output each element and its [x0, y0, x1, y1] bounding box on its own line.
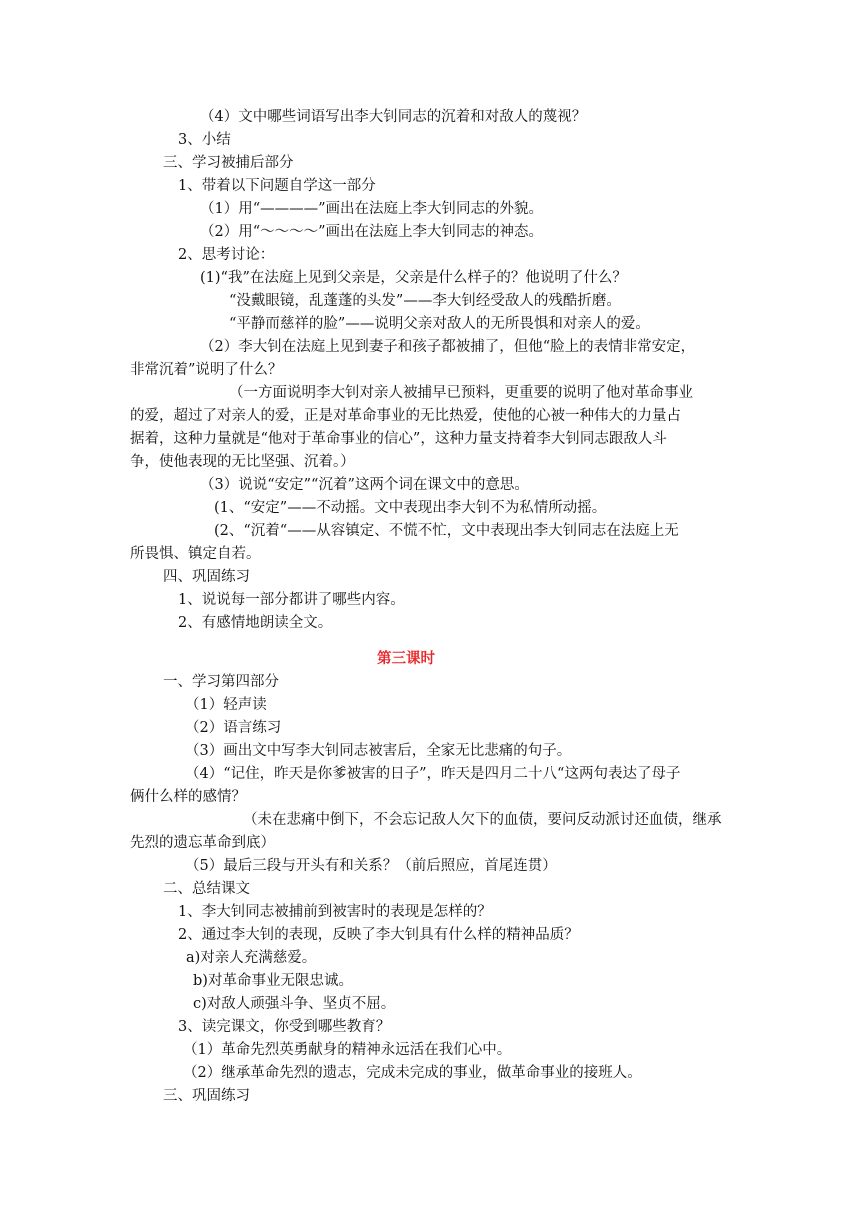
text-line: 3、读完课文，你受到哪些教育？ [178, 1019, 391, 1035]
section-heading: 二、总结课文 [163, 881, 250, 897]
text-line: （4）“记住，昨天是你爹被害的日子”，昨天是四月二十八“这两句表达了母子 [185, 766, 681, 782]
text-line: （3）说说“安定”“沉着”这两个词在课文中的意思。 [200, 477, 529, 493]
text-line: （2）语言练习 [185, 720, 282, 736]
text-line: 的爱，超过了对亲人的爱，正是对革命事业的无比热爱，使他的心被一种伟大的力量占 [130, 408, 681, 424]
text-line: （1）轻声读 [185, 697, 267, 713]
text-line: 所畏惧、镇定自若。 [130, 546, 261, 562]
text-line: 俩什么样的感情？ [130, 789, 246, 805]
text-line: （2）李大钊在法庭上见到妻子和孩子都被捕了，但他“脸上的表情非常安定， [200, 339, 696, 355]
text-line: （2）用“～～～～”画出在法庭上李大钊同志的神态。 [200, 224, 544, 240]
text-line: （3）画出文中写李大钊同志被害后，全家无比悲痛的句子。 [185, 743, 572, 759]
text-line: 争，使他表现的无比坚强、沉着。） [130, 454, 355, 470]
text-line: b)对革命事业无限忠诚。 [193, 973, 353, 989]
section-heading: 三、学习被捕后部分 [163, 155, 294, 171]
text-line: 2、思考讨论： [178, 247, 275, 263]
text-line: 据着，这种力量就是“他对于革命事业的信心”，这种力量支持着李大钊同志跟敌人斗 [130, 431, 667, 447]
text-line: c)对敌人顽强斗争、坚贞不屈。 [193, 996, 396, 1012]
section-heading: 四、巩固练习 [163, 569, 250, 585]
text-line: 1、说说每一部分都讲了哪些内容。 [178, 592, 405, 608]
text-line: 先烈的遗忘革命到底） [130, 835, 275, 851]
text-line: (1)“我”在法庭上见到父亲是，父亲是什么样子的？他说明了什么？ [200, 270, 627, 286]
text-line: （2）继承革命先烈的遗志，完成未完成的事业，做革命事业的接班人。 [183, 1065, 642, 1081]
text-line: （4）文中哪些词语写出李大钊同志的沉着和对敌人的蔑视？ [200, 109, 587, 125]
text-line: a)对亲人充满慈爱。 [186, 950, 317, 966]
text-line: (1、“安定”——不动摇。文中表现出李大钊不为私情所动摇。 [214, 500, 607, 516]
text-line: “平静而慈祥的脸”——说明父亲对敌人的无所畏惧和对亲人的爱。 [229, 316, 650, 332]
text-line: 3、小结 [178, 132, 231, 148]
lesson-heading: 第三课时 [377, 650, 435, 667]
text-line: （一方面说明李大钊对亲人被捕早已预料，更重要的说明了他对革命事业 [229, 385, 693, 401]
text-line: （1）革命先烈英勇献身的精神永远活在我们心中。 [183, 1042, 512, 1058]
text-line: 1、带着以下问题自学这一部分 [178, 178, 376, 194]
text-line: （5）最后三段与开头有和关系？（前后照应，首尾连贯） [185, 858, 557, 874]
section-heading: 三、巩固练习 [163, 1088, 250, 1104]
section-heading: 一、学习第四部分 [163, 674, 279, 690]
text-line: 2、有感情地朗读全文。 [178, 615, 333, 631]
text-line: 非常沉着”说明了什么？ [130, 362, 283, 378]
text-line: (2、“沉着“——从容镇定、不慌不忙，文中表现出李大钊同志在法庭上无 [214, 523, 679, 539]
text-line: 2、通过李大钊的表现，反映了李大钊具有什么样的精神品质？ [178, 927, 579, 943]
text-line: （1）用“————”画出在法庭上李大钊同志的外貌。 [200, 201, 544, 217]
text-line: “没戴眼镜，乱蓬蓬的头发”——李大钊经受敌人的残酷折磨。 [229, 293, 621, 309]
text-line: （未在悲痛中倒下，不会忘记敌人欠下的血债，要问反动派讨还血债，继承 [243, 812, 722, 828]
text-line: 1、李大钊同志被捕前到被害时的表现是怎样的？ [178, 904, 492, 920]
